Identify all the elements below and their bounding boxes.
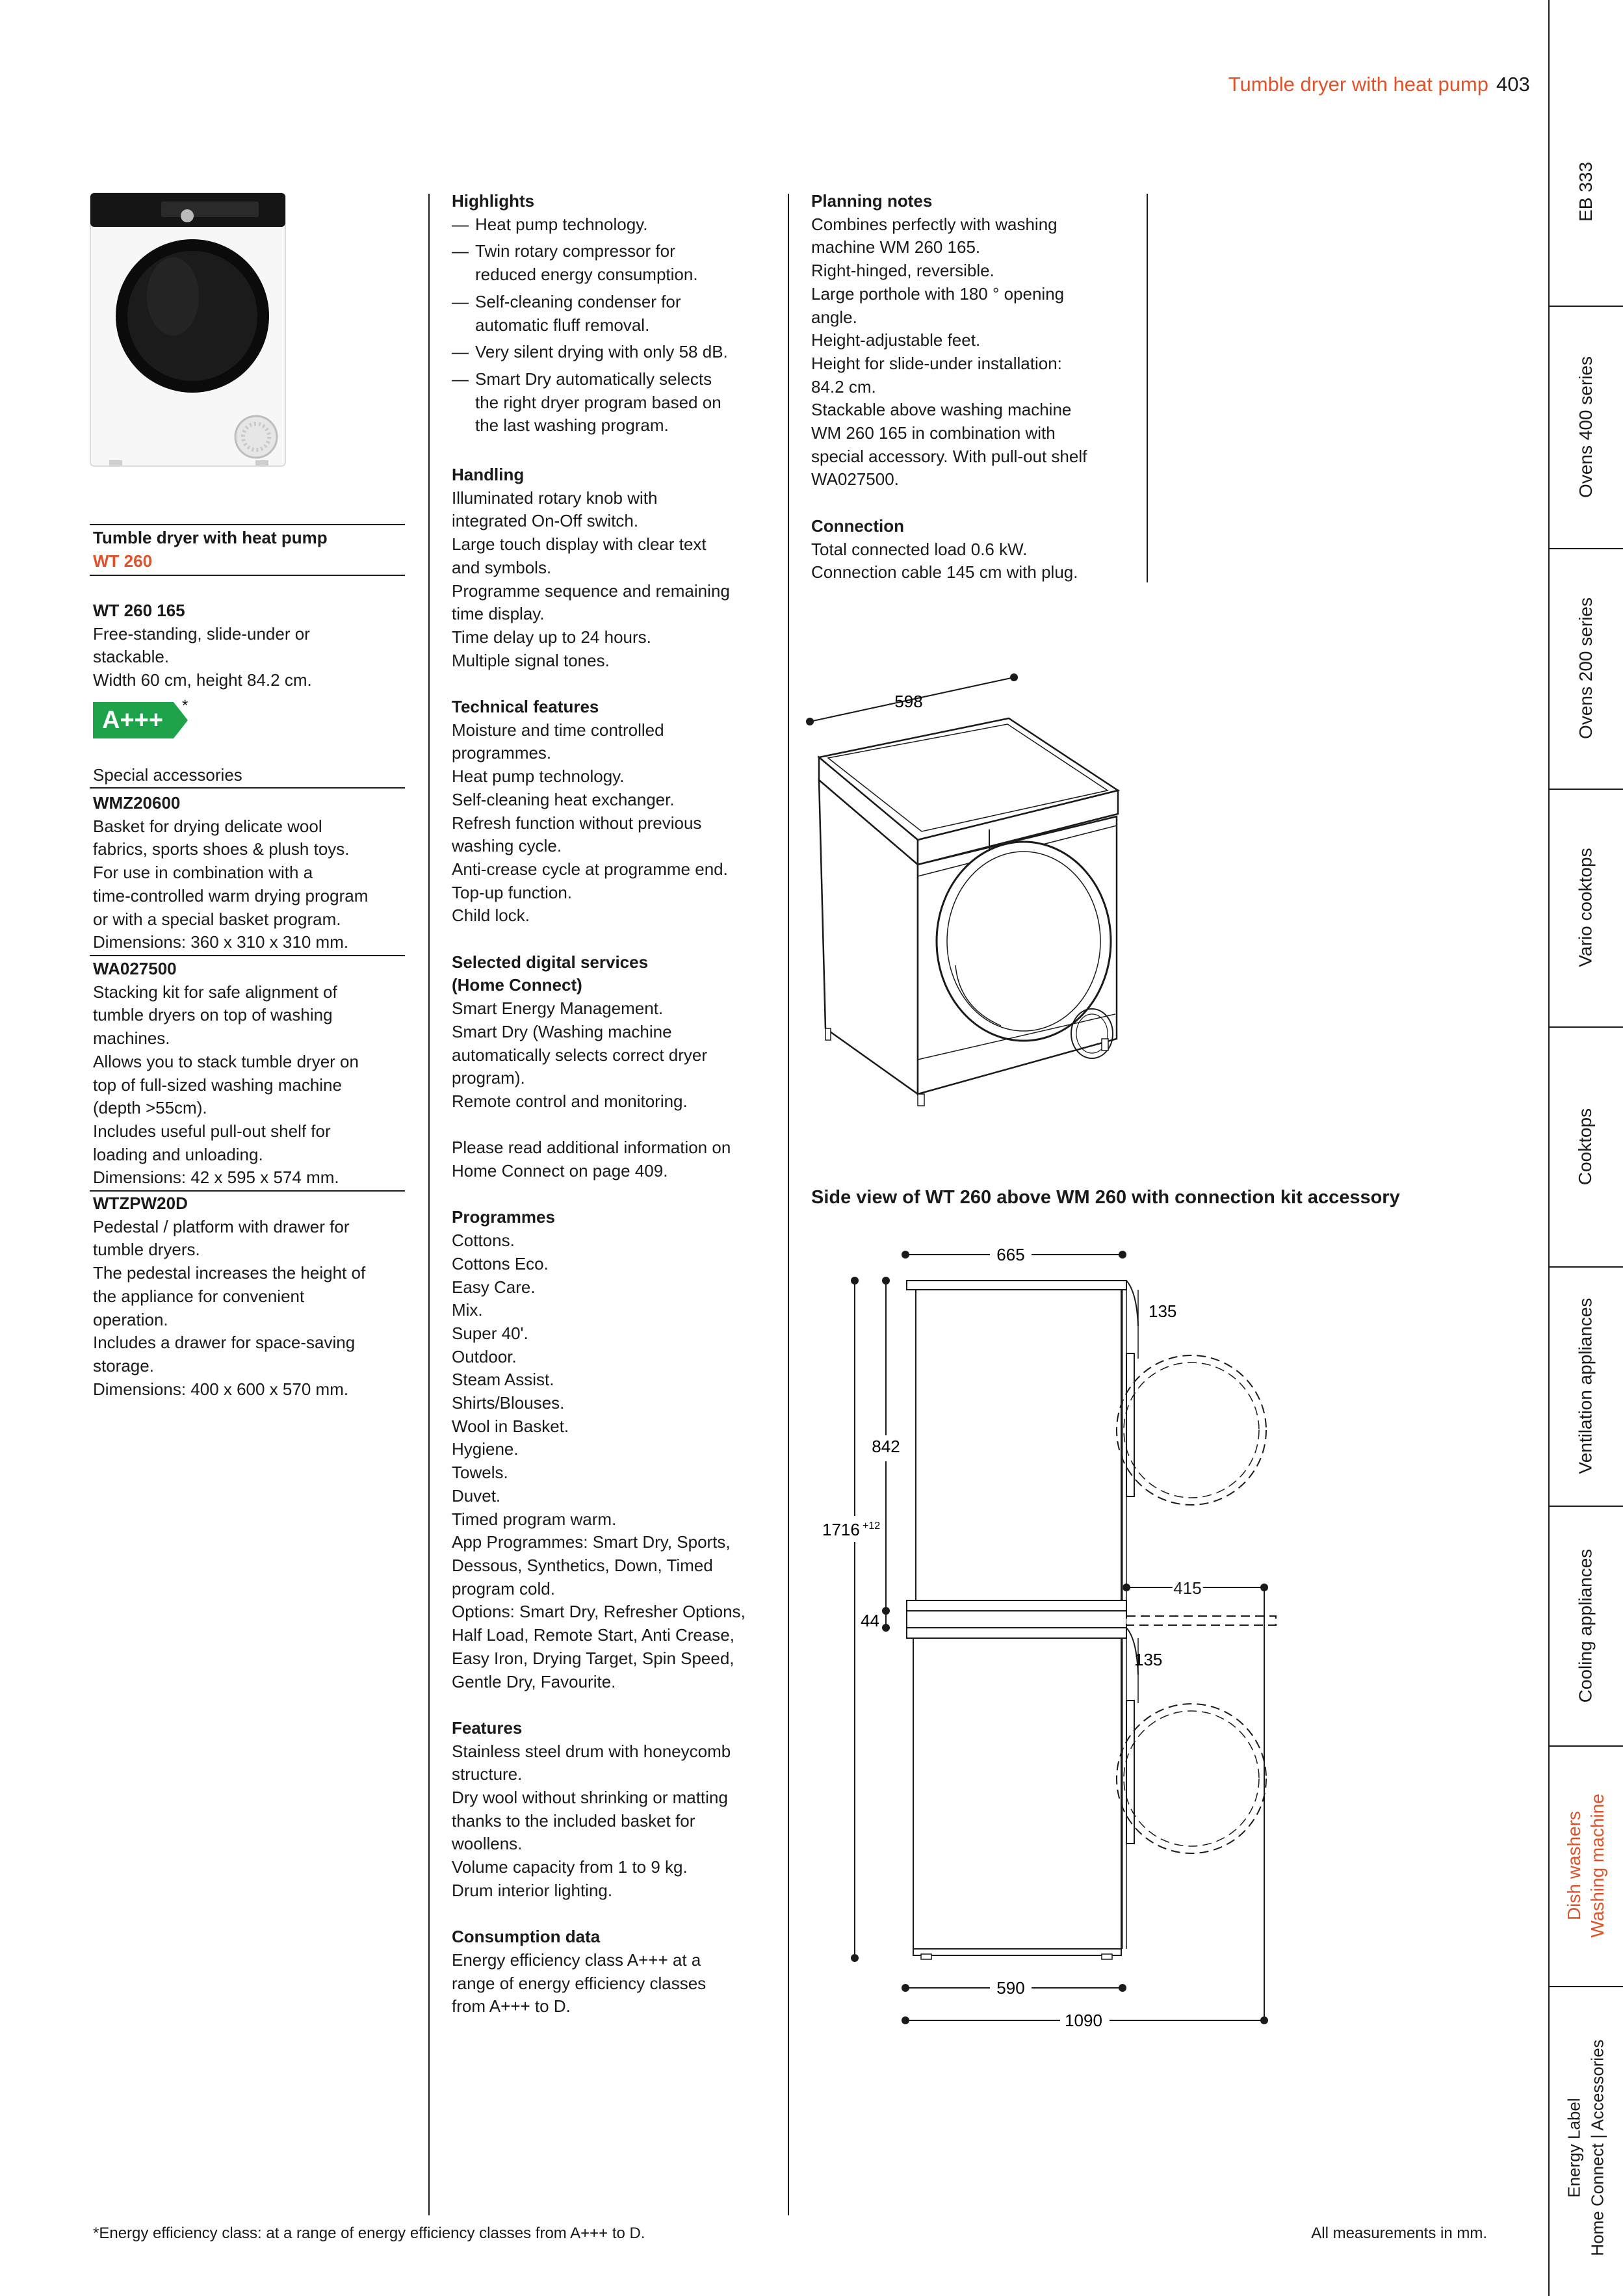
side-view-drawing xyxy=(816,1235,1310,2041)
rule xyxy=(90,955,405,956)
dim-total-height-tol: +12 xyxy=(863,1520,881,1532)
page-number: 403 xyxy=(1496,73,1530,96)
tab-label: Ovens 400 series xyxy=(1575,356,1596,498)
tab-label: Ventilation appliances xyxy=(1575,1298,1596,1474)
accessory-line: top of full-sized washing machine xyxy=(93,1075,342,1095)
features-title: Features xyxy=(452,1717,523,1738)
programme-line: Super 40'. xyxy=(452,1323,528,1343)
feature-line: thanks to the included basket for xyxy=(452,1810,695,1831)
planning-line: 84.2 cm. xyxy=(811,376,876,397)
accessory-line: storage. xyxy=(93,1355,154,1376)
digital-line: Smart Dry (Washing machine xyxy=(452,1021,672,1041)
dryer-3d-drawing xyxy=(806,670,1144,1112)
rule xyxy=(90,524,405,525)
highlight-line: the right dryer program based on xyxy=(475,392,721,412)
consumption-line: Energy efficiency class A+++ at a xyxy=(452,1950,701,1970)
highlight-line: — Self-cleaning condenser for xyxy=(475,291,681,311)
feature-line: Stainless steel drum with honeycomb xyxy=(452,1741,731,1761)
product-title-block xyxy=(93,527,408,573)
consumption-line: range of energy efficiency classes xyxy=(452,1973,707,1993)
tab-ovens-400[interactable] xyxy=(1548,306,1623,548)
programme-line: Mix. xyxy=(452,1300,483,1320)
programme-line: Wool in Basket. xyxy=(452,1416,569,1436)
column-divider xyxy=(788,194,789,2215)
footer-footnote: *Energy efficiency class: at a range of energy efficiency classes from A+++ to D. xyxy=(93,2224,645,2242)
running-header-section: Tumble dryer with heat pump xyxy=(1228,73,1488,96)
technical-title: Technical features xyxy=(452,697,599,717)
accessory-line: Stacking kit for safe alignment of xyxy=(93,982,337,1002)
product-model-code: WT 260 165 xyxy=(93,601,185,620)
accessory-line: (depth >55cm). xyxy=(93,1098,207,1118)
connection-line: Connection cable 145 cm with plug. xyxy=(811,562,1078,582)
highlights-title: Highlights xyxy=(452,191,535,211)
accessory-code: WA027500 xyxy=(93,959,177,978)
product-title: Tumble dryer with heat pump xyxy=(93,528,328,547)
feature-line: Volume capacity from 1 to 9 kg. xyxy=(452,1857,688,1877)
footer-measurements-note: All measurements in mm. xyxy=(1311,2224,1487,2242)
tab-label-line1: Energy Label xyxy=(1564,2097,1584,2198)
product-photo-dryer xyxy=(90,192,286,468)
highlight-line: — Twin rotary compressor for xyxy=(475,241,675,261)
tab-cooling[interactable] xyxy=(1548,1506,1623,1745)
tab-label-line2: Home Connect | Accessories xyxy=(1587,2039,1607,2256)
accessory-line: Allows you to stack tumble dryer on xyxy=(93,1051,359,1071)
consumption-title: Consumption data xyxy=(452,1927,601,1947)
tab-label: Cooling appliances xyxy=(1575,1548,1596,1702)
planning-line: Height-adjustable feet. xyxy=(811,330,981,350)
highlight-item xyxy=(452,291,783,337)
column-2 xyxy=(452,190,783,437)
feature-line: structure. xyxy=(452,1764,523,1784)
accessory-line: Dimensions: 400 x 600 x 570 mm. xyxy=(93,1379,349,1399)
dim-door-lower: 135 xyxy=(1134,1650,1163,1669)
handling-line: Illuminated rotary knob with xyxy=(452,488,658,508)
accessory-line: tumble dryers on top of washing xyxy=(93,1005,333,1025)
planning-line: special accessory. With pull-out shelf xyxy=(811,446,1087,466)
technical-line: Heat pump technology. xyxy=(452,766,625,787)
accessory-line: operation. xyxy=(93,1309,168,1329)
tab-vario-cooktops[interactable] xyxy=(1548,789,1623,1026)
highlight-item xyxy=(452,213,783,237)
dim-dryer-height: 842 xyxy=(872,1437,900,1456)
accessory-wtzpw20d xyxy=(93,1192,408,1401)
dim-door-upper: 135 xyxy=(1149,1301,1177,1321)
energy-class-badge xyxy=(93,702,188,738)
product-spec-block xyxy=(93,599,408,692)
rule xyxy=(90,1190,405,1192)
accessory-line: fabrics, sports shoes & plush toys. xyxy=(93,839,350,859)
tab-dishwashers-washing[interactable] xyxy=(1548,1745,1623,1986)
product-desc-line: stackable. xyxy=(93,647,170,667)
programme-line: Easy Iron, Drying Target, Spin Speed, xyxy=(452,1648,734,1668)
highlight-line: — Very silent drying with only 58 dB. xyxy=(475,342,728,362)
planning-line: machine WM 260 165. xyxy=(811,237,981,257)
technical-line: Anti-crease cycle at programme end. xyxy=(452,859,728,879)
tab-label-line2: Washing machine xyxy=(1587,1794,1607,1938)
programme-line: Easy Care. xyxy=(452,1277,536,1297)
side-view-title: Side view of WT 260 above WM 260 with connection kit accessory xyxy=(811,1187,1400,1208)
programme-line: Cottons. xyxy=(452,1231,515,1251)
tab-label: EB 333 xyxy=(1575,162,1596,222)
planning-line: angle. xyxy=(811,307,857,327)
digital-title-sub: (Home Connect) xyxy=(452,975,582,995)
column-divider xyxy=(1147,194,1148,582)
tab-energy-homeconnect[interactable] xyxy=(1548,1999,1623,2296)
handling-title: Handling xyxy=(452,465,525,484)
planning-line: Height for slide-under installation: xyxy=(811,353,1062,373)
handling-line: time display. xyxy=(452,604,545,624)
planning-line: Stackable above washing machine xyxy=(811,400,1072,420)
feature-line: Drum interior lighting. xyxy=(452,1880,613,1900)
programme-line: Gentle Dry, Favourite. xyxy=(452,1671,616,1691)
accessory-line: or with a special basket program. xyxy=(93,909,341,929)
column-divider xyxy=(428,194,430,2215)
programme-line: Towels. xyxy=(452,1463,508,1483)
energy-class-text: A+++ xyxy=(102,707,164,734)
accessory-line: loading and unloading. xyxy=(93,1144,263,1164)
connection-title: Connection xyxy=(811,515,904,536)
accessory-line: time-controlled warm drying program xyxy=(93,885,369,906)
digital-line: Remote control and monitoring. xyxy=(452,1091,688,1111)
tab-separator xyxy=(1548,1986,1623,1987)
energy-asterisk: * xyxy=(182,697,188,714)
highlight-item xyxy=(452,240,783,286)
dim-kit-height: 44 xyxy=(861,1611,879,1630)
accessories-title: Special accessories xyxy=(93,765,242,785)
highlight-line: the last washing program. xyxy=(475,415,669,436)
tab-ventilation[interactable] xyxy=(1548,1266,1623,1506)
accessory-line: Basket for drying delicate wool xyxy=(93,816,322,836)
highlight-line: reduced energy consumption. xyxy=(475,265,698,285)
programme-line: Steam Assist. xyxy=(452,1370,554,1390)
accessory-line: the appliance for convenient xyxy=(93,1286,305,1306)
dim-shelf-depth: 415 xyxy=(1173,1578,1202,1598)
feature-line: Dry wool without shrinking or matting xyxy=(452,1788,728,1807)
handling-line: Large touch display with clear text xyxy=(452,534,707,554)
accessory-wmz20600 xyxy=(93,792,408,954)
handling-line: Programme sequence and remaining xyxy=(452,581,730,601)
programme-line: Options: Smart Dry, Refresher Options, xyxy=(452,1602,746,1622)
tab-label-line1: Dish washers xyxy=(1563,1810,1584,1921)
tab-label: Vario cooktops xyxy=(1575,848,1596,967)
programme-line: Outdoor. xyxy=(452,1346,517,1366)
technical-line: Refresh function without previous xyxy=(452,813,702,833)
planning-line: WM 260 165 in combination with xyxy=(811,423,1056,443)
programme-line: Cottons Eco. xyxy=(452,1253,549,1273)
tab-eb333[interactable] xyxy=(1548,130,1623,254)
dim-total-height: 1716 xyxy=(822,1520,860,1539)
digital-line: Smart Energy Management. xyxy=(452,998,664,1019)
tab-label: Ovens 200 series xyxy=(1575,597,1596,739)
highlight-line: — Heat pump technology. xyxy=(475,214,648,234)
accessory-line: Pedestal / platform with drawer for xyxy=(93,1216,350,1236)
planning-title: Planning notes xyxy=(811,191,933,211)
digital-line: automatically selects correct dryer xyxy=(452,1045,708,1065)
handling-line: Multiple signal tones. xyxy=(452,650,610,670)
accessory-line: machines. xyxy=(93,1028,170,1049)
planning-line: Right-hinged, reversible. xyxy=(811,261,994,281)
dim-total-depth: 1090 xyxy=(1065,2011,1102,2030)
technical-line: Moisture and time controlled xyxy=(452,720,664,740)
digital-line: program). xyxy=(452,1068,525,1088)
accessory-line: Dimensions: 42 x 595 x 574 mm. xyxy=(93,1168,339,1188)
planning-line: Large porthole with 180 ° opening xyxy=(811,283,1065,304)
accessory-code: WMZ20600 xyxy=(93,793,181,813)
product-desc-line: Free-standing, slide-under or xyxy=(93,623,310,644)
accessory-line: The pedestal increases the height of xyxy=(93,1263,366,1283)
technical-line: washing cycle. xyxy=(452,836,562,856)
tab-label: Cooktops xyxy=(1575,1108,1596,1185)
tab-ovens-200[interactable] xyxy=(1548,548,1623,789)
tab-label xyxy=(1563,2039,1609,2256)
highlight-item xyxy=(452,341,783,364)
highlight-line: automatic fluff removal. xyxy=(475,315,650,335)
feature-line: woollens. xyxy=(452,1834,523,1854)
programme-line: Half Load, Remote Start, Anti Crease, xyxy=(452,1625,734,1645)
programme-line: Timed program warm. xyxy=(452,1509,617,1529)
connection-line: Total connected load 0.6 kW. xyxy=(811,539,1028,559)
accessory-line: Includes useful pull-out shelf for xyxy=(93,1121,331,1141)
tab-label-active xyxy=(1563,1794,1609,1938)
highlight-line: — Smart Dry automatically selects xyxy=(475,369,712,389)
programme-line: Dessous, Synthetics, Down, Timed xyxy=(452,1555,713,1575)
rule xyxy=(90,575,405,576)
highlight-item xyxy=(452,368,783,437)
accessory-line: tumble dryers. xyxy=(93,1240,200,1260)
handling-line: Time delay up to 24 hours. xyxy=(452,627,651,647)
planning-line: WA027500. xyxy=(811,469,899,489)
digital-title: Selected digital services xyxy=(452,952,649,972)
technical-line: Top-up function. xyxy=(452,882,573,902)
digital-note-line: Home Connect on page 409. xyxy=(452,1161,668,1181)
product-desc-line: Width 60 cm, height 84.2 cm. xyxy=(93,670,312,690)
programme-line: Shirts/Blouses. xyxy=(452,1393,565,1413)
programme-line: Hygiene. xyxy=(452,1439,519,1459)
technical-line: programmes. xyxy=(452,743,552,763)
programme-line: Duvet. xyxy=(452,1485,501,1506)
product-series: WT 260 xyxy=(93,551,153,571)
programme-line: program cold. xyxy=(452,1578,555,1598)
accessory-line: Includes a drawer for space-saving xyxy=(93,1333,356,1353)
digital-note-line: Please read additional information on xyxy=(452,1138,731,1158)
technical-line: Self-cleaning heat exchanger. xyxy=(452,789,675,809)
column-3 xyxy=(811,190,1143,584)
dim-top-width: 598 xyxy=(894,692,923,711)
accessory-line: Dimensions: 360 x 310 x 310 mm. xyxy=(93,932,349,952)
dim-base-depth: 590 xyxy=(996,1978,1025,1998)
consumption-line: from A+++ to D. xyxy=(452,1996,571,2016)
handling-line: and symbols. xyxy=(452,557,552,577)
tab-cooktops[interactable] xyxy=(1548,1026,1623,1266)
accessory-wa027500 xyxy=(93,958,408,1190)
handling-line: integrated On-Off switch. xyxy=(452,511,639,531)
dim-top-depth: 665 xyxy=(996,1245,1025,1264)
technical-line: Child lock. xyxy=(452,906,530,926)
rule xyxy=(90,787,405,789)
planning-line: Combines perfectly with washing xyxy=(811,214,1058,234)
accessory-code: WTZPW20D xyxy=(93,1194,188,1213)
accessory-line: For use in combination with a xyxy=(93,863,313,883)
programmes-title: Programmes xyxy=(452,1207,555,1227)
programme-line: App Programmes: Smart Dry, Sports, xyxy=(452,1532,731,1552)
column-2-lower xyxy=(452,463,783,2018)
